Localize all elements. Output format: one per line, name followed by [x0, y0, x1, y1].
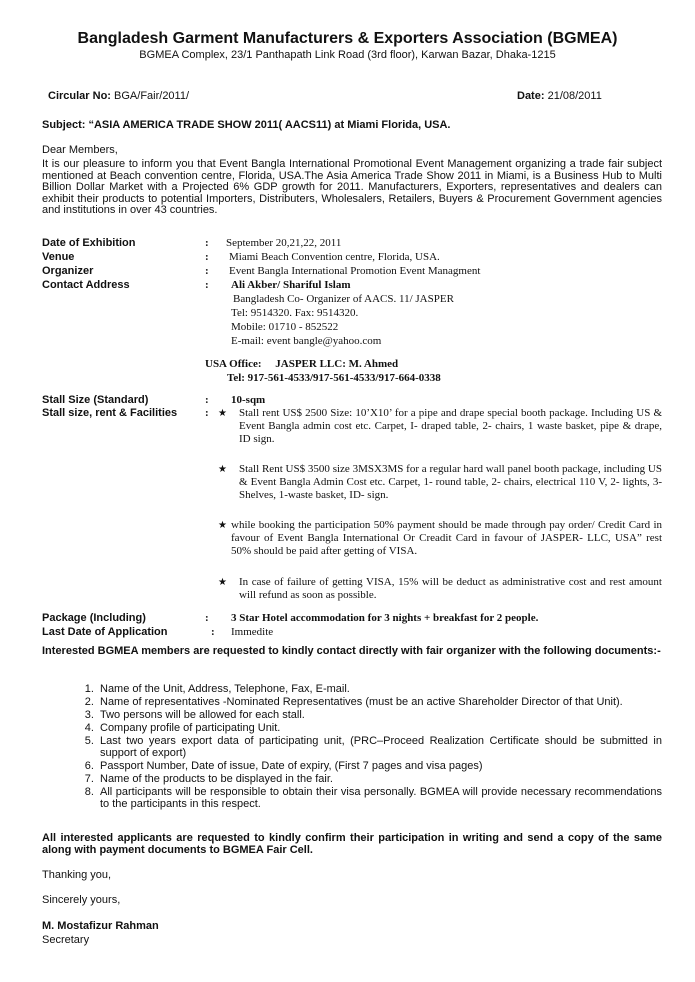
circular-date	[517, 90, 602, 102]
circular-number-label: Circular No:	[48, 90, 111, 102]
list-item: 4. Company profile of participating Unit.	[97, 723, 662, 735]
stall-bullet-1: Stall rent US$ 2500 Size: 10’X10’ for a pipe and drape special booth package. Including US & Event Bangla admin cost etc. Carpet, I- draped table, 2- chairs, 1 waste basket, pipe & drape, ID sign.	[239, 407, 662, 445]
list-item: 5. Last two years export data of participating unit, (PRC–Proceed Realization Certificate should be submitted in support of export)	[97, 736, 662, 759]
venue-value: Miami Beach Convention centre, Florida, USA.	[229, 251, 440, 263]
contact-line-1: Bangladesh Co- Organizer of AACS. 11/ JASPER	[233, 293, 454, 305]
stall-size-label: Stall Size (Standard)	[42, 394, 149, 406]
signatory-title: Secretary	[42, 934, 90, 946]
circular-number	[48, 90, 189, 102]
signatory-name: M. Mostafizur Rahman	[42, 920, 159, 932]
stall-bullet-4: In case of failure of getting VISA, 15% will be deduct as administrative cost and rest amount will refund as soon as possible.	[239, 576, 662, 601]
colon: :	[205, 237, 209, 249]
stall-facilities-label: Stall size, rent & Facilities	[42, 407, 178, 419]
list-item: 8. All participants will be responsible to obtain their visa personally. BGMEA will provide necessary recommendations to the participants in this respect.	[97, 787, 662, 810]
request-paragraph: Interested BGMEA members are requested to kindly contact directly with fair organizer with the following documents:-	[42, 645, 661, 657]
circular-date-value: 21/08/2011	[547, 90, 602, 102]
colon: :	[211, 626, 215, 638]
contact-line-3: Mobile: 01710 - 852522	[231, 321, 339, 333]
list-item: 1. Name of the Unit, Address, Telephone, Fax, E-mail.	[97, 684, 662, 696]
package-value: 3 Star Hotel accommodation for 3 nights + breakfast for 2 people.	[231, 612, 539, 624]
colon: :	[205, 612, 209, 624]
last-date-value: Immedite	[231, 626, 274, 638]
exhibition-date-label: Date of Exhibition	[42, 237, 136, 249]
list-item: 7. Name of the products to be displayed in the fair.	[97, 774, 662, 786]
circular-date-label: Date:	[517, 90, 545, 102]
venue-label: Venue	[42, 251, 75, 263]
stall-bullet-3: while booking the participation 50% payment should be made through pay order/ Credit Card in favour of Event Bangla International Or Creadit Card in favour of JASPER- LLC, USA” rest 50% should be paid after getting of VISA.	[231, 519, 662, 557]
usa-office: USA Office: JASPER LLC: M. Ahmed	[205, 358, 399, 370]
list-item: 2. Name of representatives -Nominated Representatives (must be an active Shareholder Director of that Unit).	[97, 697, 662, 709]
contact-name: Ali Akber/ Shariful Islam	[231, 279, 351, 291]
circular-number-value: BGA/Fair/2011/	[114, 90, 190, 102]
last-date-label: Last Date of Application	[42, 626, 168, 638]
organizer-value: Event Bangla International Promotion Event Managment	[229, 265, 481, 277]
contact-email: E-mail: event bangle@yahoo.com	[231, 335, 382, 347]
thanks: Thanking you,	[42, 869, 112, 881]
intro-paragraph: It is our pleasure to inform you that Event Bangla International Promotional Event Management organizing a trade fair subject mentioned at Beach convention centre, Florida, USA.The Asia America Trade Show 2011 in Miami, is a Business Hub to Multi Billion Dollar Market with a Projected 6% GDP growth for 2011. Manufacturers, Exporters, representatives and dealers can exhibit their products to potential Importers, Distributers, Wholesalers, Retailers, Buyers & Procurement Government agencies and institutions in over 43 countries.	[42, 158, 662, 216]
colon: :	[205, 265, 209, 277]
usa-office-tel: Tel: 917-561-4533/917-561-4533/917-664-0338	[227, 372, 441, 384]
package-label: Package (Including)	[42, 612, 146, 624]
list-item: 6. Passport Number, Date of issue, Date of expiry, (First 7 pages and visa pages)	[97, 761, 662, 773]
exhibition-date-value: September 20,21,22, 2011	[226, 237, 342, 249]
star-bullet-icon: ★	[218, 408, 227, 419]
closing-request: All interested applicants are requested to kindly confirm their participation in writing and send a copy of the same along with payment documents to BGMEA Fair Cell.	[42, 832, 662, 856]
sign-off: Sincerely yours,	[42, 894, 121, 906]
star-bullet-icon: ★	[218, 464, 227, 475]
star-bullet-icon: ★	[218, 577, 227, 588]
organizer-label: Organizer	[42, 265, 94, 277]
colon: :	[205, 394, 209, 406]
org-address: BGMEA Complex, 23/1 Panthapath Link Road (3rd floor), Karwan Bazar, Dhaka-1215	[139, 49, 556, 61]
documents-list	[42, 684, 662, 812]
subject-line: Subject: “ASIA AMERICA TRADE SHOW 2011( AACS11) at Miami Florida, USA.	[42, 119, 451, 131]
star-bullet-icon: ★	[218, 520, 227, 531]
stall-size-value: 10-sqm	[231, 394, 266, 406]
stall-bullet-2: Stall Rent US$ 3500 size 3MSX3MS for a regular hard wall panel booth package, including US & Event Bangla Admin Cost etc. Carpet, 1- round table, 2- chairs, electrical 110 V, 2- lights, 3- Shelves, 1-waste basket, ID- sign.	[239, 463, 662, 501]
salutation: Dear Members,	[42, 144, 118, 156]
colon: :	[205, 251, 209, 263]
contact-line-2: Tel: 9514320. Fax: 9514320.	[231, 307, 359, 319]
list-item: 3. Two persons will be allowed for each stall.	[97, 710, 662, 722]
contact-address-label: Contact Address	[42, 279, 130, 291]
colon: :	[205, 279, 209, 291]
colon: :	[205, 407, 209, 419]
org-name: Bangladesh Garment Manufacturers & Exporters Association (BGMEA)	[77, 30, 618, 47]
